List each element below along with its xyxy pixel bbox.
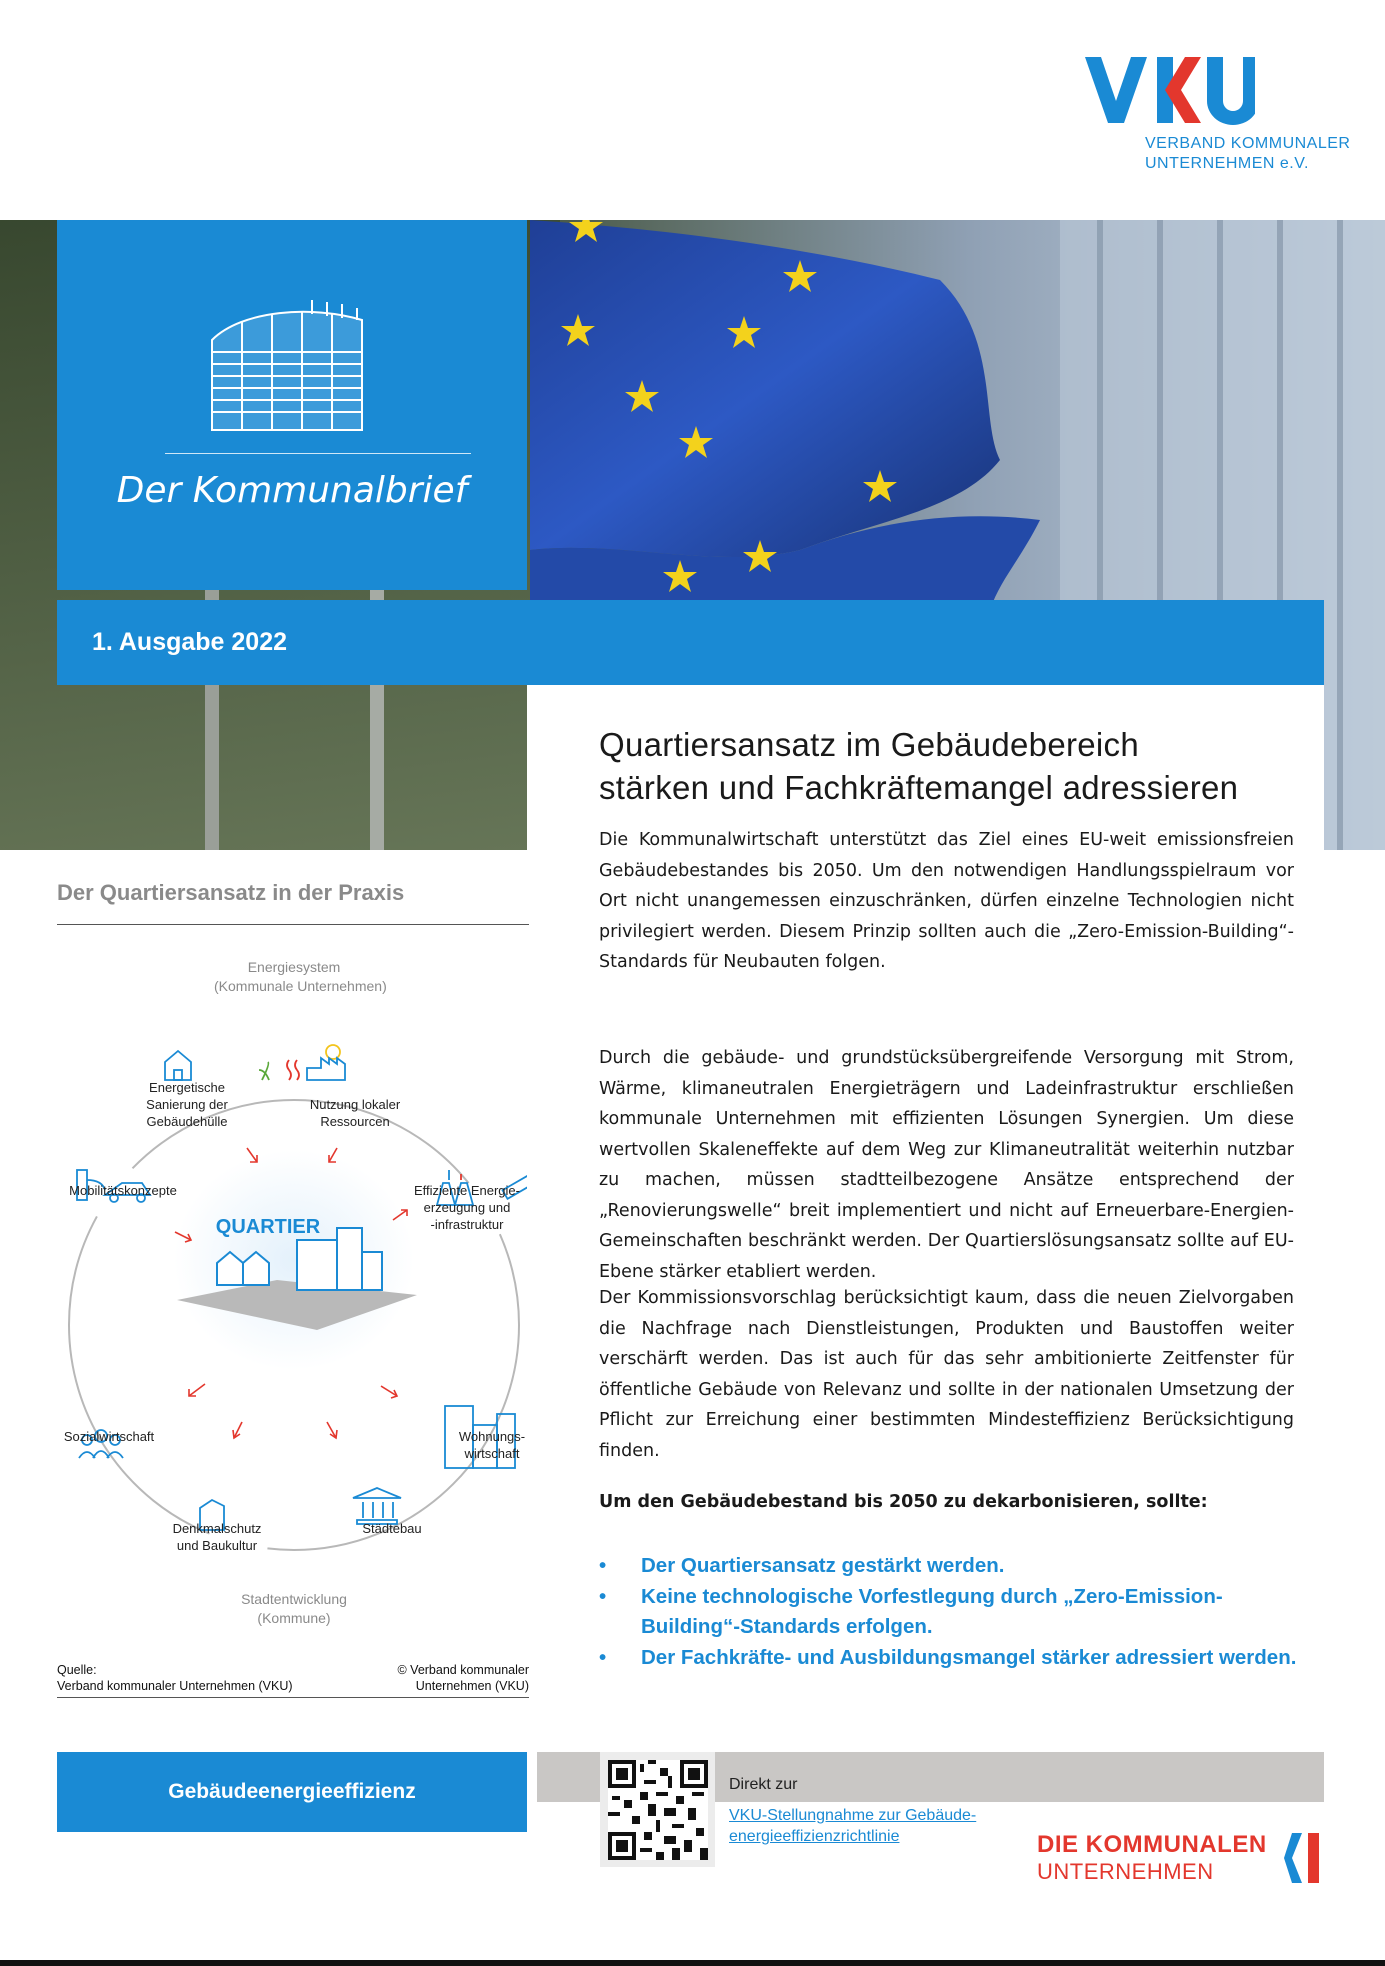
publication-title: Der Kommunalbrief [116,470,468,511]
diagram-divider [57,924,529,925]
headline-line-1: Quartiersansatz im Gebäudebereich [599,726,1140,763]
paragraph-1: Die Kommunalwirtschaft unterstützt das Ziel eines EU-weit emissionsfreien Gebäudebestandes bis 2050. Um den notwendigen Handlungsspielraum vor Ort nicht unangemessen einzuschränken, dürfen einzelne Technologien nicht privilegiert werden. Diesem Prinzip sollten auch die „Zero-Emission-Building“-Standards für Neubauten folgen. [599,830,1294,972]
recommendation-item: • Keine technologische Vorfestlegung durch „Zero-Emission-Building“-Standards erfolgen. [599,1582,1299,1643]
issue-label: 1. Ausgabe 2022 [92,628,288,656]
page-bottom-edge [0,1960,1385,1966]
sun-factory-icon [259,1045,345,1080]
source-label: Quelle: [57,1663,97,1677]
vku-logo-mark [1085,55,1255,125]
partner-logo-line1: DIE KOMMUNALEN [1037,1831,1267,1858]
group-label-energy-1: Energiesystem [247,959,341,975]
recommendation-item: • Der Quartiersansatz gestärkt werden. [599,1551,1299,1582]
partner-logo-line2: UNTERNEHMEN [1037,1859,1214,1884]
source-text: Verband kommunaler Unternehmen (VKU) [57,1679,293,1693]
statement-link[interactable]: VKU-Stellungnahme zur Gebäude- energieeffizienzrichtlinie [729,1807,977,1845]
node-label-wohnung: Wohnungs- wirtschaft [458,1429,526,1461]
article-headline [599,723,1319,809]
vku-logo-line2: UNTERNEHMEN e.V. [1145,155,1309,172]
headline-line-2: stärken und Fachkräftemangel adressieren [599,769,1239,806]
paragraph-2: Durch die gebäude- und grundstücksübergreifende Versorgung mit Strom, Wärme, klimaneutralen Energieträgern und Ladeinfrastruktur erschließen kommunale Unternehmen mit effizienten Lösungen Synergien. Um diese wertvollen Skaleneffekte auf dem Weg zur Klimaneutralität weiterhin nutzbar zu machen, müssen stadtteilbezogene Ansätze entsprechend der „Renovierungswelle“ breit implementiert und nicht auf Erneuerbare-Energien-Gemeinschaften beschränkt werden. Der Quartierslösungsansatz sollte auf EU-Ebene stärker etabliert werden. [599,1048,1294,1282]
qr-code-icon [608,1760,708,1860]
diagram-graphic [57,930,527,1650]
source-divider [57,1697,529,1698]
group-label-city-2: (Kommune) [257,1610,331,1626]
recommendation-item: • Der Fachkräfte- und Ausbildungsmangel stärker adressiert werden. [599,1643,1299,1674]
node-label-sanierung: Energetische Sanierung der Gebäudehülle [146,1080,228,1129]
parliament-building-icon [202,300,377,440]
vku-logo-line1: VERBAND KOMMUNALER [1145,135,1351,152]
node-label-staedtebau: Städtebau [362,1521,422,1536]
town-hall-icon [353,1488,401,1524]
vku-logo [1085,55,1351,175]
copyright-line-1: © Verband kommunaler [397,1663,529,1677]
node-label-ressourcen: Nutzung lokaler Ressourcen [309,1097,401,1129]
bullet-marker: • [599,1584,607,1608]
die-kommunalen-logo [1037,1831,1327,1891]
bullet-marker: • [599,1554,607,1577]
group-label-city-1: Stadtentwicklung [241,1591,347,1607]
topic-box [57,1752,527,1832]
title-box [57,220,527,590]
qr-code[interactable] [600,1752,715,1867]
node-label-energie: Effiziente Energie- erzeugung und -infrastruktur [414,1183,520,1232]
center-label: QUARTIER [215,1216,321,1238]
group-label-energy-2: (Kommunale Unternehmen) [214,978,387,994]
paragraph-3: Der Kommissionsvorschlag berücksichtigt kaum, dass die neuen Zielvorgaben die Nachfrage nach Dienstleistungen, Produkten und Baustoffen weiter verschärft werden. Das ist auch für das sehr ambitionierte Zeitfenster für öffentliche Gebäude von Relevanz und sollte in der nationalen Umsetzung der Pflicht zur Erreichung einer bestimmten Mindesteffizienz Berücksichtigung finden. [599,1288,1294,1461]
direct-label: Direkt zur [729,1776,798,1793]
diagram-title: Der Quartiersansatz in der Praxis [57,880,405,905]
recommendation-lead: Um den Gebäudebestand bis 2050 zu dekarbonisieren, sollte: [599,1492,1208,1512]
article [527,685,1324,1745]
issue-bar [57,600,1324,685]
bullet-marker: • [599,1645,607,1669]
partner-logo-mark [1284,1833,1322,1883]
title-divider [165,453,471,454]
quartier-diagram [57,850,527,1700]
copyright-line-2: Unternehmen (VKU) [415,1679,529,1693]
house-icon [165,1051,191,1080]
node-label-mobilitaet: Mobilitätskonzepte [69,1183,177,1198]
topic-label: Gebäudeenergieeffizienz [168,1780,416,1803]
node-label-sozial: Sozialwirtschaft [63,1429,155,1444]
node-label-denkmal: Denkmalschutz und Baukultur [172,1521,262,1553]
recommendation-list [599,1551,1299,1673]
